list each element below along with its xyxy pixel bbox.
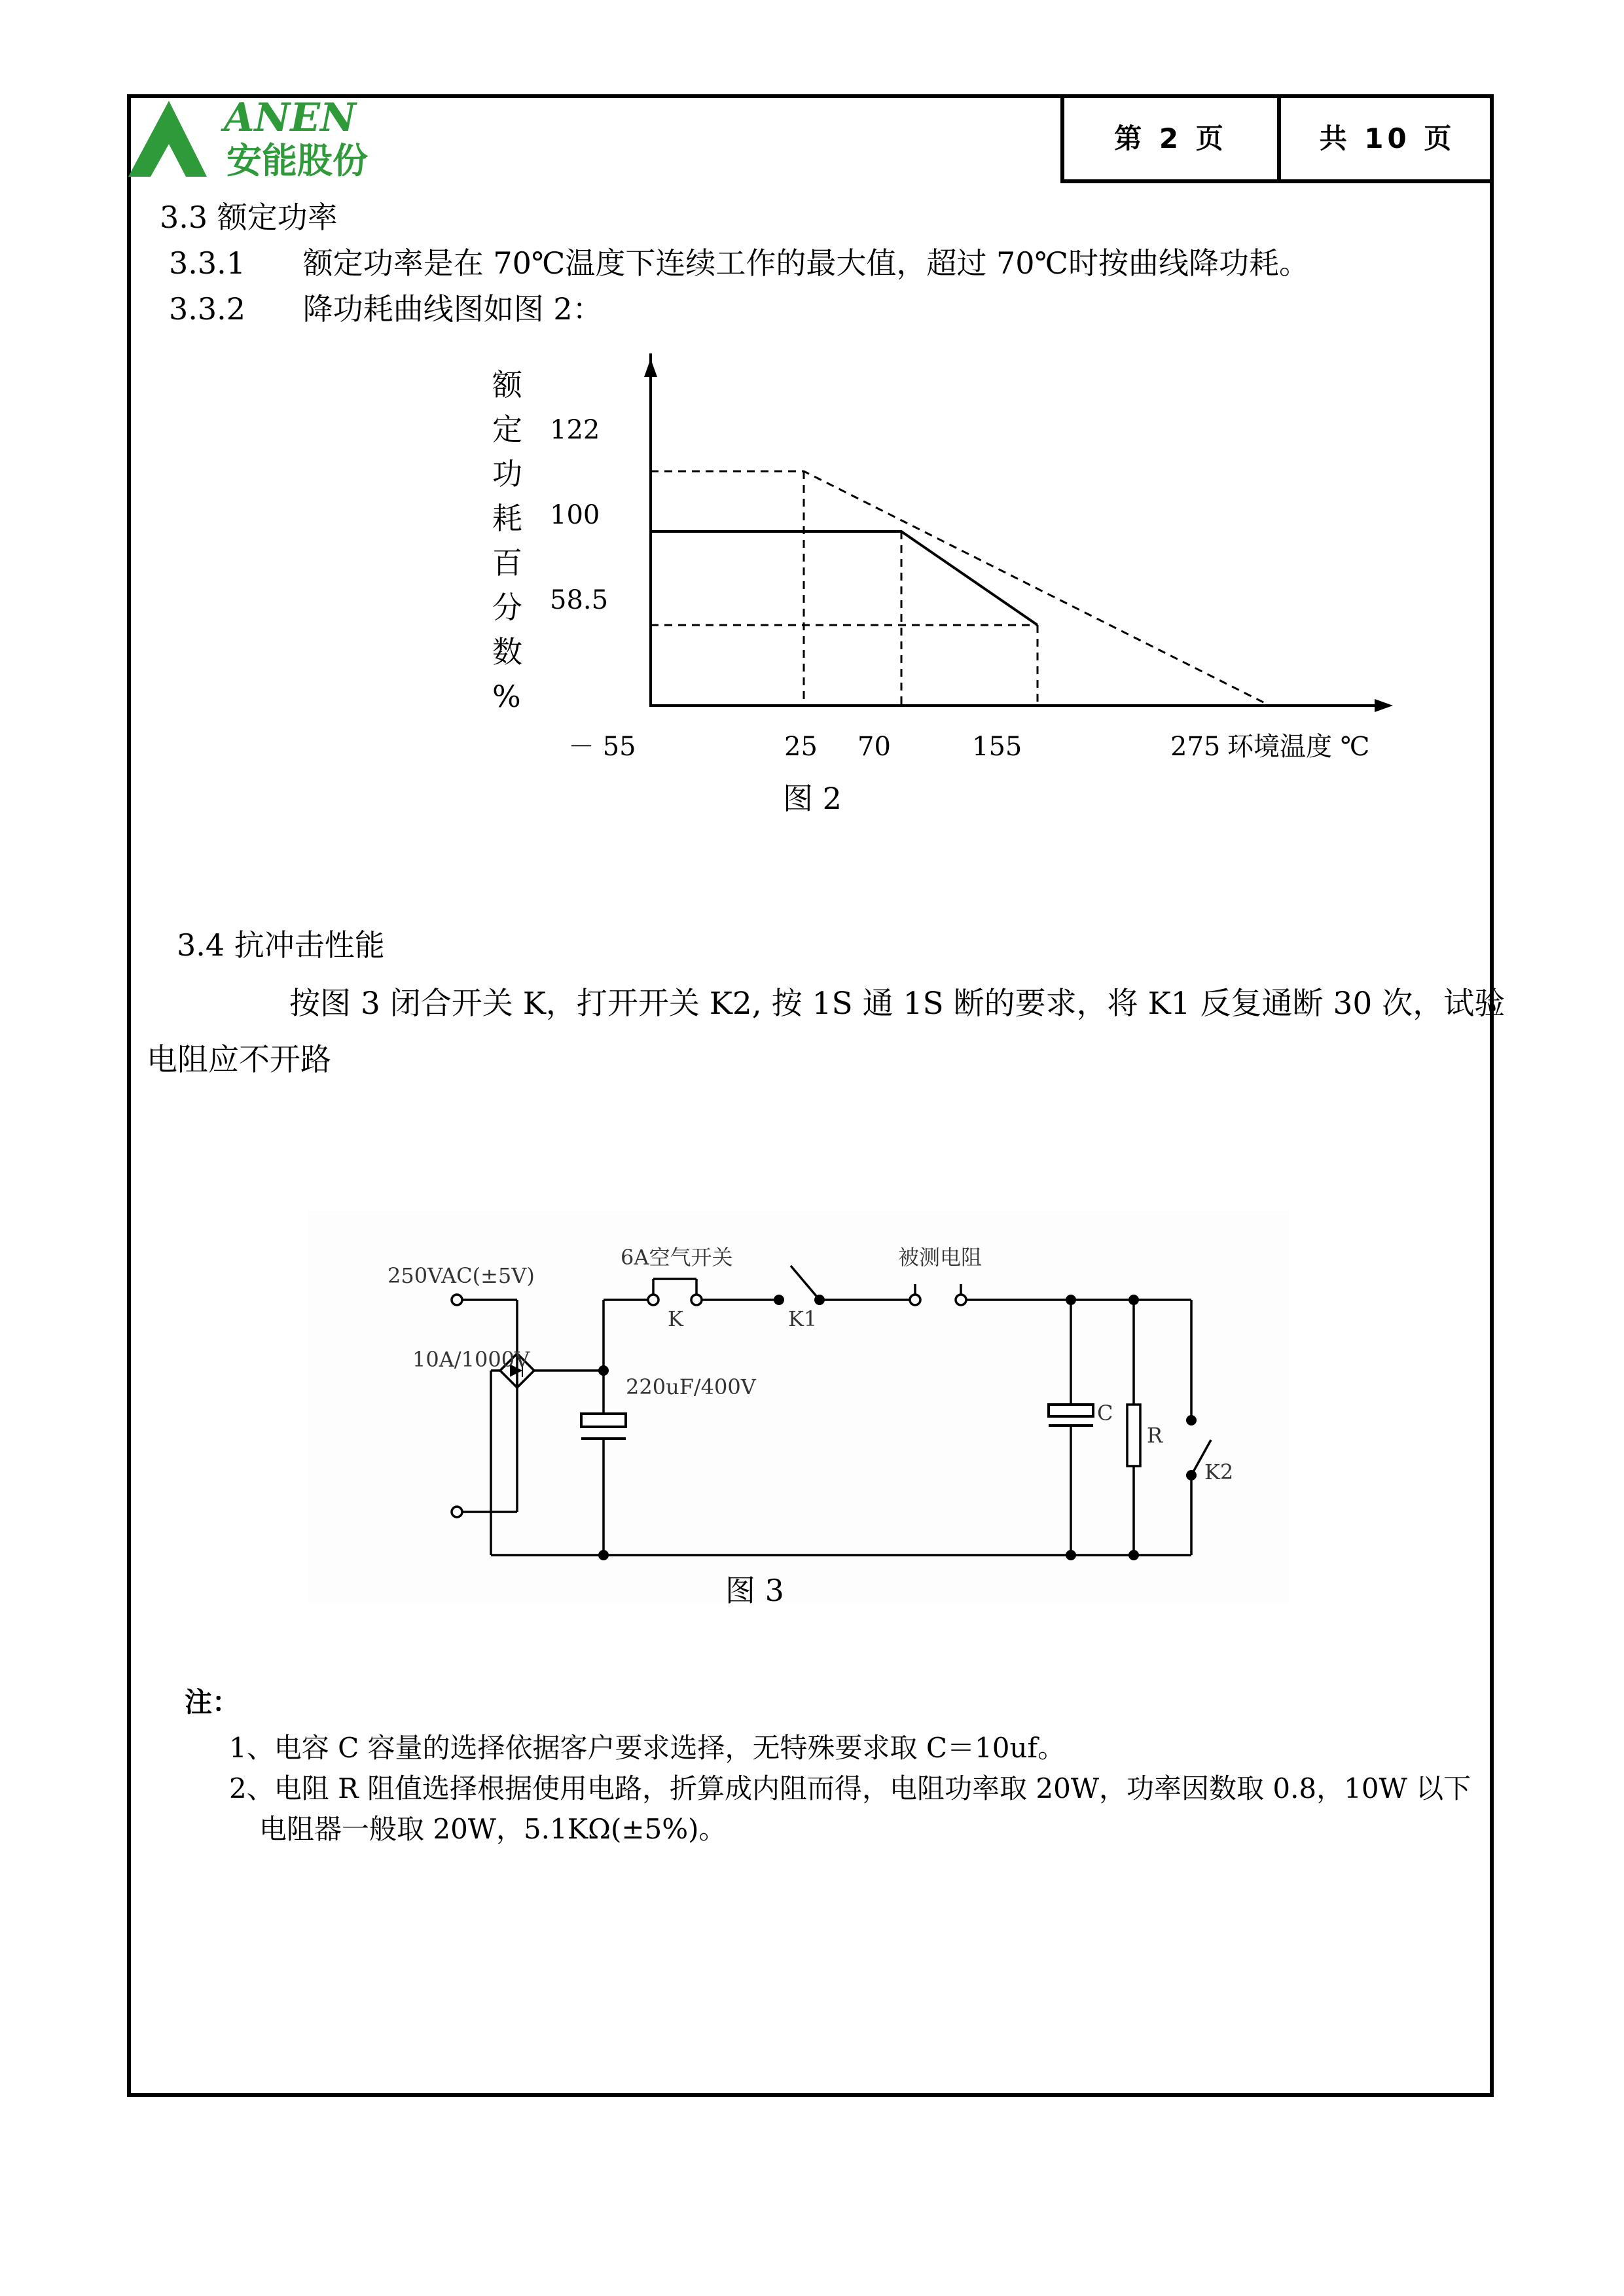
note-1: 1、电容 C 容量的选择依据客户要求选择，无特殊要求取 C＝10uf。	[229, 1732, 1066, 1764]
page-current: 第 2 页	[1114, 122, 1227, 154]
label-c: C	[1097, 1401, 1113, 1426]
y-label-char: 分	[492, 590, 522, 625]
derating-chart	[445, 353, 1427, 825]
capacitor-220uf	[581, 1414, 626, 1427]
label-source: 250VAC(±5V)	[388, 1263, 535, 1288]
section-3-3-1: 3.3.1 额定功率是在 70℃温度下连续工作的最大值，超过 70℃时按曲线降功耗。	[169, 245, 1310, 281]
section-3-3-title: 3.3 额定功率	[160, 200, 338, 235]
y-axis-arrow	[644, 359, 657, 377]
y-label-char: %	[492, 679, 521, 714]
x-tick-label: 155	[972, 732, 1022, 762]
capacitor-c	[1049, 1405, 1093, 1416]
extended-derating-curve	[651, 471, 1270, 706]
y-label-char: 数	[492, 634, 522, 670]
x-axis-label: 环境温度 ℃	[1227, 732, 1370, 762]
label-k1: K1	[788, 1306, 818, 1331]
logo-cn-text: 安能股份	[226, 139, 368, 181]
y-label-char: 百	[492, 545, 522, 581]
x-tick-label: 275	[1170, 732, 1221, 762]
y-label-char: 功	[492, 456, 522, 492]
notes-heading: 注：	[185, 1686, 240, 1718]
label-cap: 220uF/400V	[626, 1374, 756, 1399]
x-axis-arrow	[1375, 699, 1393, 712]
label-r: R	[1147, 1423, 1163, 1448]
y-axis-label	[492, 367, 523, 714]
rated-power-curve	[651, 531, 1038, 625]
y-tick-label: 100	[550, 500, 600, 530]
test-circuit-diagram	[308, 1211, 1290, 1617]
page-total: 共 10 页	[1277, 94, 1494, 179]
anen-logo	[122, 97, 384, 182]
label-dut: 被测电阻	[898, 1245, 983, 1270]
section-3-4-para-line1: 按图 3 闭合开关 K，打开开关 K2, 按 1S 通 1S 断的要求，将 K1 反复通断 30 次，试验	[289, 986, 1506, 1022]
section-3-4-para-line2: 电阻应不开路	[147, 1042, 331, 1078]
figure3-caption: 图 3	[725, 1573, 784, 1608]
note-2-line1: 2、电阻 R 阻值选择根据使用电路，折算成内阻而得，电阻功率取 20W，功率因数取 0.8，10W 以下	[229, 1772, 1471, 1804]
figure2-caption: 图 2	[783, 781, 842, 816]
x-tick-label: 70	[857, 732, 891, 762]
y-label-char: 定	[492, 412, 522, 447]
label-bridge: 10A/1000V	[412, 1347, 530, 1372]
label-breaker: 6A空气开关	[621, 1245, 733, 1270]
x-tick-label: 25	[784, 732, 818, 762]
y-tick-label: 122	[550, 415, 600, 445]
x-tick-label: － 55	[568, 732, 636, 762]
y-tick-label: 58.5	[550, 585, 609, 615]
logo-en-text: ANEN	[224, 97, 356, 141]
y-label-char: 额	[492, 367, 522, 403]
note-2-line2: 电阻器一般取 20W，5.1KΩ(±5%)。	[259, 1813, 727, 1845]
y-label-char: 耗	[492, 501, 522, 536]
label-k: K	[668, 1306, 683, 1331]
page-number-box	[1060, 94, 1494, 183]
label-k2: K2	[1204, 1460, 1234, 1484]
section-3-4-title: 3.4 抗冲击性能	[177, 927, 385, 963]
section-3-3-2: 3.3.2 降功耗曲线图如图 2：	[169, 291, 603, 327]
